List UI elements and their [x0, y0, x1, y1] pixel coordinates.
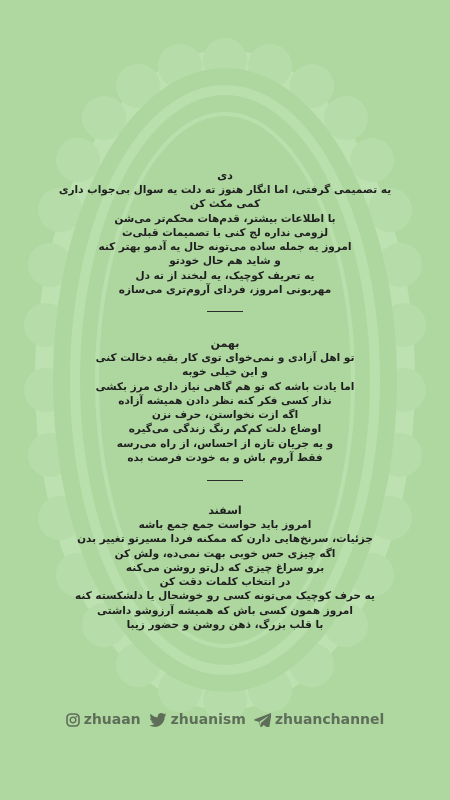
section-line: یه تصمیمی گرفتی، اما انگار هنوز ته دلت یه سوال بی‌جواب داری	[58, 184, 392, 196]
section-line: یه تعریف کوچیک، یه لبخند از ته دل	[135, 269, 315, 282]
instagram-link[interactable]	[66, 712, 141, 728]
section-line: مهربونی امروز، فردای آروم‌تری می‌سازه	[118, 284, 332, 297]
section-line: و یه جریان تازه از احساس، از راه می‌رسه	[116, 437, 334, 450]
section-title: اسفند	[208, 504, 242, 517]
section-line: کمی مکث کن	[189, 198, 261, 211]
section-line: یه حرف کوچیک می‌تونه کسی رو خوشحال یا دلشکسته کنه	[75, 590, 375, 603]
telegram-handle: zhuanchannel	[274, 712, 385, 728]
section-title: دی	[217, 169, 233, 182]
section-line: و این خیلی خوبه	[182, 366, 268, 379]
twitter-link[interactable]	[149, 712, 246, 728]
section-title: بهمن	[210, 337, 240, 350]
section-line: امروز همون کسی باش که همیشه آرزوشو داشتی	[97, 604, 353, 617]
section-line: نذار کسی فکر کنه نظر دادن همیشه آزاده	[118, 394, 332, 407]
section-esfand	[0, 503, 450, 632]
instagram-handle: zhuaan	[83, 712, 141, 728]
section-line: امروز یه جمله ساده می‌تونه حال یه آدمو بهتر کنه	[98, 241, 352, 254]
section-line: اوضاع دلت کم‌کم رنگ زندگی می‌گیره	[128, 423, 322, 436]
instagram-icon	[66, 713, 80, 727]
telegram-link[interactable]	[254, 712, 384, 728]
section-dey	[0, 168, 450, 297]
section-line: امروز باید حواست جمع جمع باشه	[138, 519, 312, 531]
section-line: فقط آروم باش و به خودت فرصت بده	[127, 452, 323, 465]
section-line: برو سراغ چیزی که دل‌تو روشن می‌کنه	[125, 561, 325, 574]
section-line: با قلب بزرگ، ذهن روشن و حضور زیبا	[126, 619, 324, 632]
section-line: با اطلاعات بیشتر، قدم‌هات محکم‌تر می‌شن	[114, 212, 336, 225]
section-line: اگه چیزی حس خوبی بهت نمی‌ده، ولش کن	[114, 547, 336, 560]
section-line: جزئیات، سرنخ‌هایی دارن که ممکنه فردا مسیرتو تغییر بدن	[77, 533, 373, 546]
section-line: و شاید هم حال خودتو	[169, 255, 281, 268]
section-divider	[207, 311, 243, 312]
section-bahman	[0, 336, 450, 465]
telegram-icon	[254, 713, 271, 727]
section-line: اما یادت باشه که تو هم گاهی نیاز داری مرز بکشی	[95, 380, 355, 393]
twitter-icon	[149, 713, 167, 727]
section-line: اگه ازت نخواستن، حرف نزن	[151, 409, 299, 422]
section-line: در انتخاب کلمات دقت کن	[159, 576, 291, 589]
section-divider	[207, 480, 243, 481]
section-line: تو اهل آزادی و نمی‌خوای توی کار بقیه دخالت کنی	[95, 352, 355, 364]
twitter-handle: zhuanism	[170, 712, 246, 728]
section-line: لزومی نداره لج کنی با تصمیمات قبلی‌ت	[121, 226, 329, 239]
social-footer	[0, 712, 450, 728]
